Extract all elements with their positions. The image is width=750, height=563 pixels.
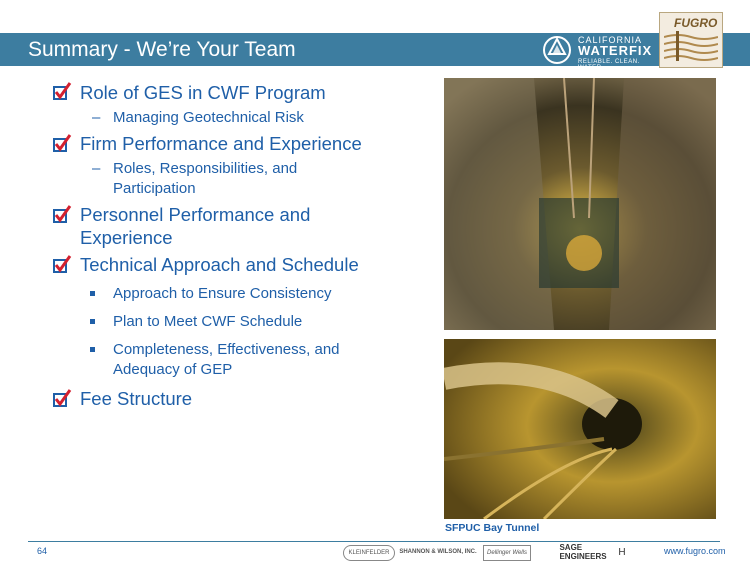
waterfix-emblem-icon: [541, 34, 573, 66]
sub-bullet-completeness-line2: Adequacy of GEP: [113, 361, 233, 378]
footer-divider: [28, 541, 720, 542]
page-number: 64: [37, 546, 48, 556]
shaft-photo: [444, 78, 716, 330]
bullet-firm-performance: Firm Performance and Experience: [80, 133, 362, 154]
fugro-logo: [659, 12, 723, 68]
bullet-fee-structure: Fee Structure: [80, 388, 193, 409]
california-waterfix-logo: [535, 28, 655, 70]
checkbox-checked-icon: [52, 255, 72, 275]
fugro-logo-text: FUGRO: [674, 16, 718, 30]
partner-logo-h: H: [618, 546, 626, 558]
website-link: www.fugro.com: [664, 546, 726, 556]
dash-icon: –: [92, 109, 101, 126]
sub-bullet-schedule: Plan to Meet CWF Schedule: [113, 313, 303, 330]
bullet-personnel-line2: Experience: [80, 227, 173, 248]
square-bullet-icon: [90, 347, 95, 352]
partner-logo-dellinger: Dellinger Wells: [483, 545, 531, 561]
sub-bullet-roles-line1: Roles, Responsibilities, and: [113, 160, 298, 177]
partner-logo-sage: SAGE ENGINEERS: [559, 543, 607, 561]
partner-logo-shannon-wilson: SHANNON & WILSON, INC.: [399, 549, 477, 555]
sub-bullet-completeness-line1: Completeness, Effectiveness, and: [113, 341, 340, 358]
fugro-strata-icon: [664, 31, 718, 63]
checkbox-checked-icon: [52, 389, 72, 409]
checkbox-checked-icon: [52, 82, 72, 102]
dash-icon: –: [92, 160, 101, 177]
checkbox-checked-icon: [52, 205, 72, 225]
tunnel-photo: [444, 339, 716, 519]
logo-text-waterfix: WATERFIX: [578, 43, 653, 58]
sub-bullet-managing-risk: Managing Geotechnical Risk: [113, 109, 304, 126]
sub-bullet-consistency: Approach to Ensure Consistency: [113, 285, 332, 302]
partner-logo-kleinfelder: KLEINFELDER: [343, 545, 395, 561]
square-bullet-icon: [90, 291, 95, 296]
checkbox-checked-icon: [52, 134, 72, 154]
bullet-technical-approach: Technical Approach and Schedule: [80, 254, 359, 275]
bullet-role-of-ges: Role of GES in CWF Program: [80, 82, 326, 103]
photo-caption: SFPUC Bay Tunnel: [445, 522, 540, 534]
logo-text-california: CALIFORNIA: [578, 35, 643, 45]
bullet-personnel-line1: Personnel Performance and: [80, 204, 311, 225]
square-bullet-icon: [90, 319, 95, 324]
slide-title: Summary - We’re Your Team: [28, 38, 296, 61]
sub-bullet-roles-line2: Participation: [113, 180, 196, 197]
logo-tagline: RELIABLE. CLEAN. WATER.: [578, 59, 640, 71]
